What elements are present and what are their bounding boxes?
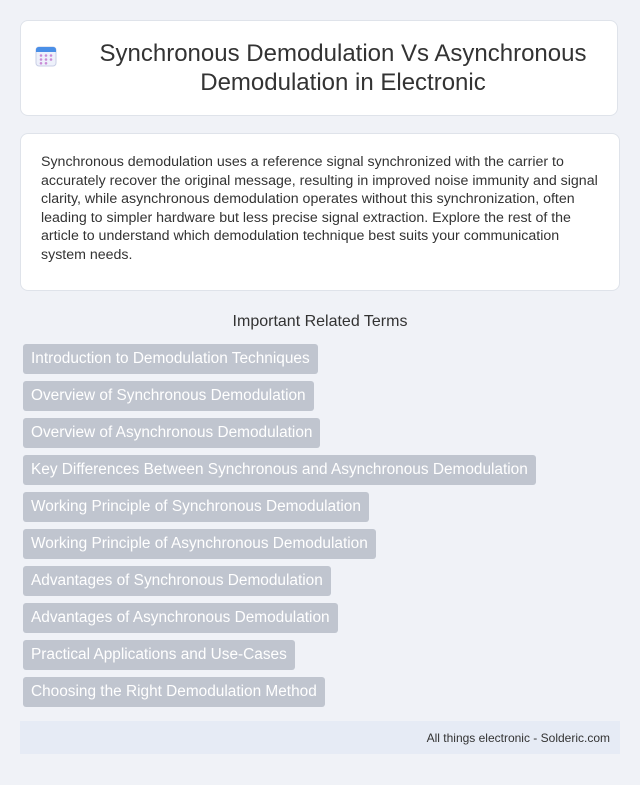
- term-chip-overview-synchronous[interactable]: Overview of Synchronous Demodulation: [23, 381, 314, 411]
- summary-text: Synchronous demodulation uses a reference signal synchronized with the carrier to accurately recover the original message, resulting in improved noise immunity and signal clarity, while asynchronous demodulation operates without this synchronization, often leading to simpler hardware but less precise signal extraction. Explore the rest of the article to understand which demodulation technique best suits your communication system needs.: [41, 154, 598, 263]
- summary-card: [20, 133, 620, 291]
- term-chip-working-synchronous[interactable]: Working Principle of Synchronous Demodulation: [23, 492, 369, 522]
- term-chip-working-asynchronous[interactable]: Working Principle of Asynchronous Demodulation: [23, 529, 376, 559]
- term-chip-choosing-method[interactable]: Choosing the Right Demodulation Method: [23, 677, 325, 707]
- term-chip-key-differences[interactable]: Key Differences Between Synchronous and Asynchronous Demodulation: [23, 455, 536, 485]
- header-inner: [35, 39, 603, 97]
- term-chip-applications[interactable]: Practical Applications and Use-Cases: [23, 640, 295, 670]
- footer-bar: [20, 721, 620, 754]
- page-title: Synchronous Demodulation Vs Asynchronous Demodulation in Electronic: [99, 40, 587, 96]
- term-chip-advantages-asynchronous[interactable]: Advantages of Asynchronous Demodulation: [23, 603, 338, 633]
- term-chip-introduction[interactable]: Introduction to Demodulation Techniques: [23, 344, 318, 374]
- related-terms-heading: Important Related Terms: [232, 313, 408, 330]
- calendar-icon: [35, 45, 57, 67]
- header-card: [20, 20, 618, 116]
- term-chip-advantages-synchronous[interactable]: Advantages of Synchronous Demodulation: [23, 566, 331, 596]
- term-chip-overview-asynchronous[interactable]: Overview of Asynchronous Demodulation: [23, 418, 320, 448]
- related-terms-list: [23, 344, 623, 714]
- footer-credit: All things electronic - Solderic.com: [426, 730, 610, 745]
